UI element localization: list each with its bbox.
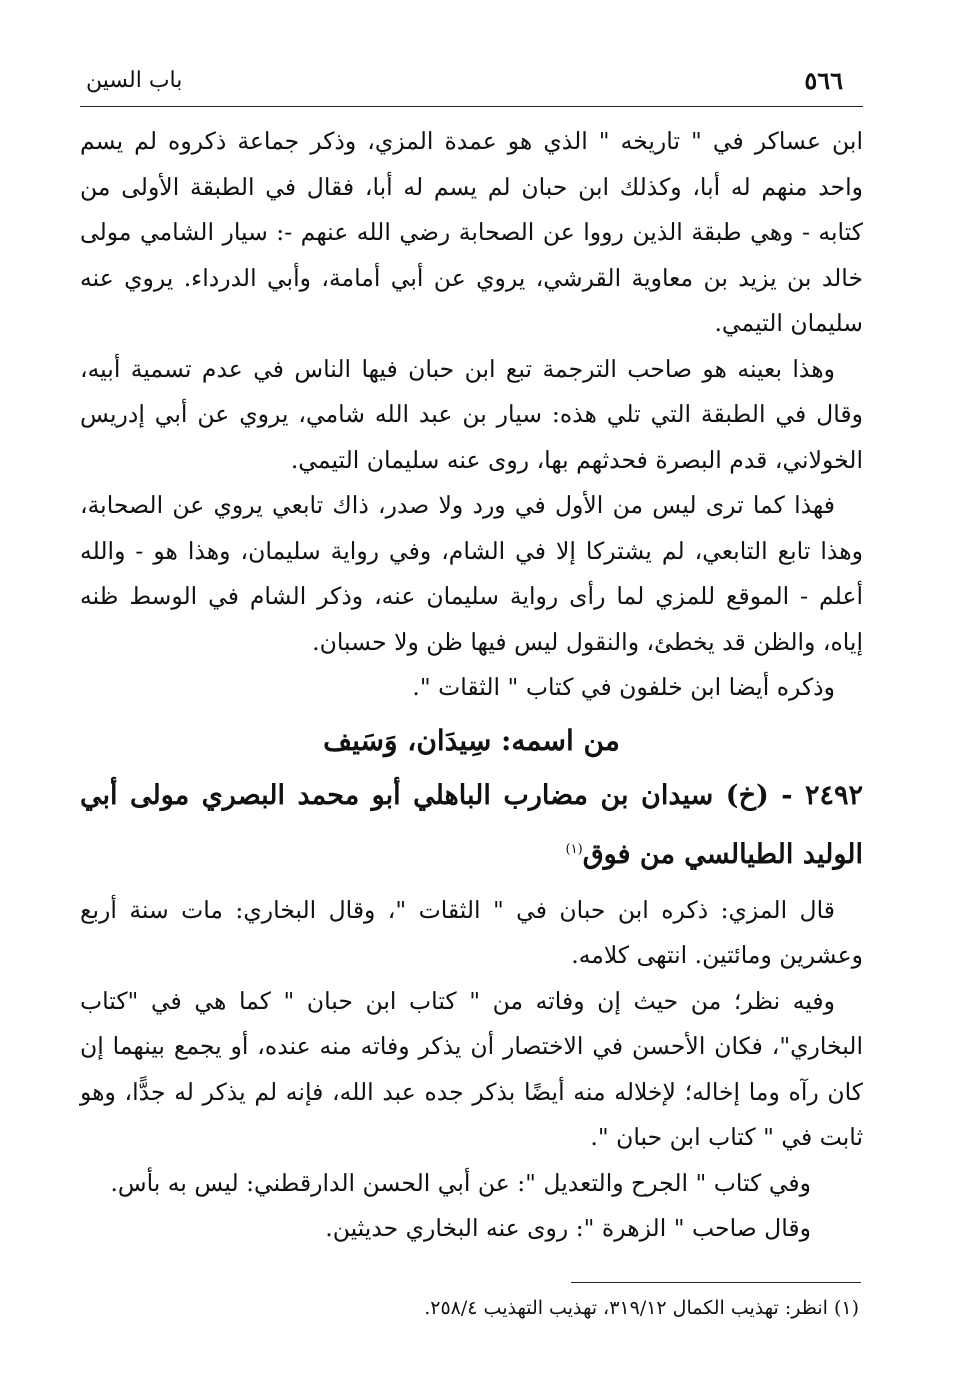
footnote-divider [571, 1282, 861, 1283]
paragraph-7: وفي كتاب " الجرح والتعديل ": عن أبي الحسن الدارقطني: ليس به بأس. [110, 1168, 811, 1197]
entry-heading-text: ٢٤٩٢ - (خ) سيدان بن مضارب الباهلي أبو محمد البصري مولى أبي الوليد الطيالسي من فوق [80, 779, 863, 870]
footnote: (١) انظر: تهذيب الكمال ٣١٩/١٢، تهذيب التهذيب ٢٥٨/٤. [424, 1296, 859, 1319]
paragraph-8: وقال صاحب " الزهرة ": روى عنه البخاري حديثين. [325, 1214, 811, 1242]
paragraph-3: فهذا كما ترى ليس من الأول في ورد ولا صدر، ذاك تابعي يروي عن الصحابة، وهذا تابع التابعي، لم يشتركا إلا في الشام، وفي رواية سليمان، وهذا هو - والله أعلم - الموقع للمزي لما رأى رواية سليمان عنه، وذكر الشام في الوسط ظنه إياه، والظن قد يخطئ، والنقول ليس فيها ظن ولا حسبان. [80, 491, 863, 656]
paragraph-1: ابن عساكر في " تاريخه " الذي هو عمدة المزي، وذكر جماعة ذكروه لم يسم واحد منهم له أبا، وكذلك ابن حبان لم يسم له أبا، فقال في الطبقة الأولى من كتابه - وهي طبقة الذين رووا عن الصحابة رضي الله عنهم -: سيار الشامي مولى خالد بن يزيد بن معاوية القرشي، يروي عن أبي أمامة، وأبي الدرداء. يروي عنه سليمان التيمي. [80, 127, 863, 337]
paragraph-4: وذكره أيضا ابن خلفون في كتاب " الثقات ". [412, 673, 835, 701]
footnote-reference[interactable]: (١) [565, 841, 583, 857]
paragraph-5: قال المزي: ذكره ابن حبان في " الثقات "، وقال البخاري: مات سنة أربع وعشرين ومائتين. انتهى كلامه. [80, 895, 863, 969]
paragraph-6: وفيه نظر؛ من حيث إن وفاته من " كتاب ابن حبان " كما هي في "كتاب البخاري"، فكان الأحسن في الاختصار أن يذكر وفاته منه عنده، أو يجمع بينهما إن كان رآه وما إخاله؛ لإخلاله منه أيضًا بذكر جده عبد الله، فإنه لم يذكر له جدًّا، وهو ثابت في " كتاب ابن حبان ". [80, 986, 863, 1151]
section-heading: من اسمه: سِيدَان، وَسَيف [323, 723, 620, 757]
entry-heading [80, 769, 863, 882]
page-header [80, 62, 863, 107]
running-title: باب السين [86, 68, 183, 93]
book-page [80, 62, 863, 1352]
paragraph-2: وهذا بعينه هو صاحب الترجمة تبع ابن حبان فيها الناس في عدم تسمية أبيه، وقال في الطبقة التي تلي هذه: سيار بن عبد الله شامي، يروي عن أبي إدريس الخولاني، قدم البصرة فحدثهم بها، روى عنه سليمان التيمي. [80, 354, 863, 474]
page-number: ٥٦٦ [804, 66, 843, 95]
page-body [80, 107, 863, 1252]
